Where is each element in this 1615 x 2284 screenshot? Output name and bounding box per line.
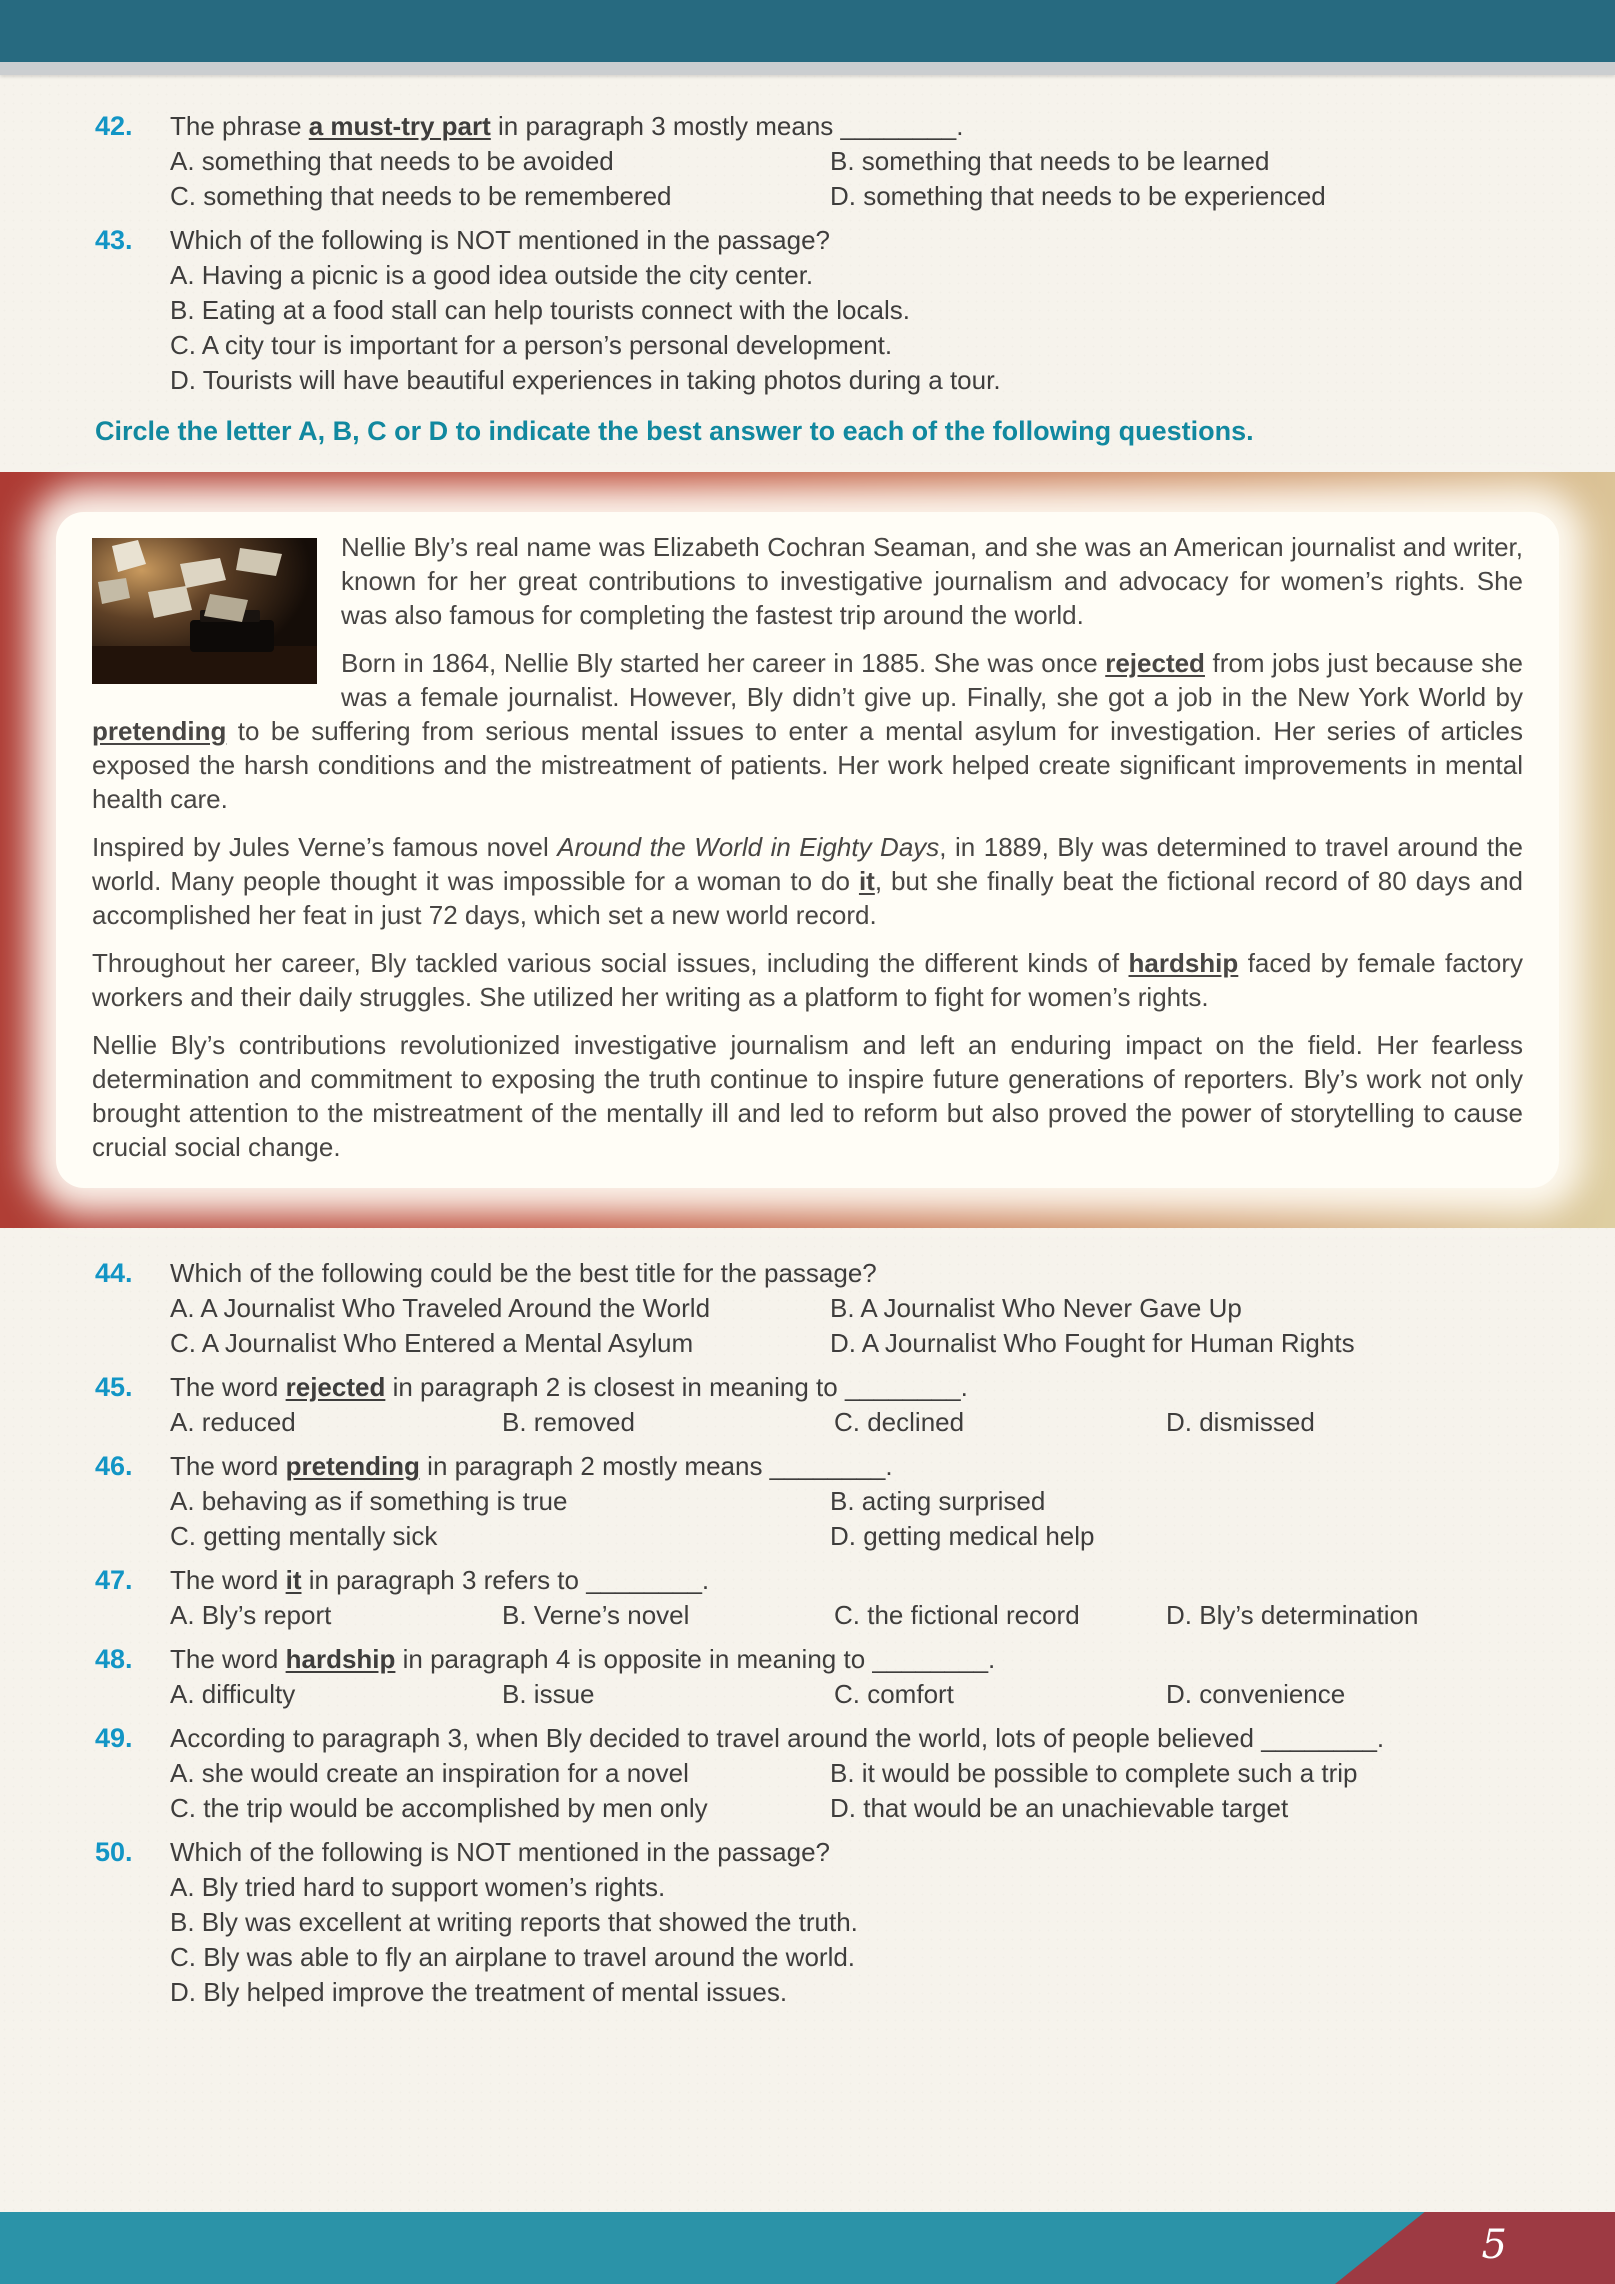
option-d: D. Bly’s determination: [1166, 1600, 1419, 1630]
question-stem: [170, 1835, 1520, 1870]
option-d: D. Bly helped improve the treatment of mental issues.: [170, 1977, 788, 2007]
keyword: pretending: [285, 1451, 420, 1481]
question-body: [170, 223, 1520, 398]
question-stem: [170, 1721, 1520, 1756]
passage-paragraph-5: [92, 1028, 1523, 1164]
option-b: B. Verne’s novel: [502, 1600, 690, 1630]
option-b: B. it would be possible to complete such a trip: [830, 1758, 1358, 1788]
question-stem: [170, 1256, 1520, 1291]
keyword: pretending: [92, 716, 227, 746]
option-a: A. A Journalist Who Traveled Around the World: [170, 1293, 711, 1323]
question-42: [95, 109, 1520, 214]
question-body: [170, 1835, 1520, 2010]
text-segment: faced by female factory workers and their daily struggles. She utilized her writing as a platform to fight for women’s rights.: [92, 948, 1523, 1012]
option-c: C. declined: [834, 1407, 965, 1437]
option-b: B. A Journalist Who Never Gave Up: [830, 1293, 1242, 1323]
page-content-lower: [0, 1256, 1615, 2010]
question-number: 43.: [95, 225, 133, 255]
reading-passage: [56, 512, 1559, 1188]
typewriter-papers-illustration: [92, 538, 317, 684]
question-body: [170, 1370, 1520, 1440]
question-48: [95, 1642, 1520, 1712]
question-44: [95, 1256, 1520, 1361]
option-a: A. behaving as if something is true: [170, 1486, 568, 1516]
option-b: B. removed: [502, 1407, 635, 1437]
question-stem: [170, 1563, 1520, 1598]
page-number: 5: [1481, 2222, 1507, 2268]
option-a: A. she would create an inspiration for a novel: [170, 1758, 689, 1788]
question-stem: [170, 1642, 1520, 1677]
passage-photo: [92, 538, 317, 684]
text-segment: Which of the following could be the best title for the passage?: [170, 1258, 877, 1288]
question-stem: [170, 1449, 1520, 1484]
option-a: A. Having a picnic is a good idea outside the city center.: [170, 260, 814, 290]
questions-bottom-section: [95, 1256, 1520, 2010]
option-d: D. Tourists will have beautiful experiences in taking photos during a tour.: [170, 365, 1001, 395]
answer-options: [170, 1291, 1520, 1361]
answer-options: [170, 1598, 1520, 1633]
keyword: it: [285, 1565, 302, 1595]
question-body: [170, 1642, 1520, 1712]
option-c: C. comfort: [834, 1679, 954, 1709]
text-segment: The word: [170, 1644, 286, 1674]
reading-passage-frame: [0, 472, 1615, 1228]
question-stem: [170, 109, 1520, 144]
option-a: A. reduced: [170, 1407, 296, 1437]
text-segment: The word: [170, 1451, 286, 1481]
option-b: B. Bly was excellent at writing reports that showed the truth.: [170, 1907, 858, 1937]
text-segment: The word: [170, 1565, 286, 1595]
text-segment: , but she finally beat the fictional record of 80 days and accomplished her feat in just 72 days, which set a new world record.: [92, 866, 1523, 930]
option-d: D. A Journalist Who Fought for Human Rights: [830, 1328, 1355, 1358]
option-c: C. the fictional record: [834, 1600, 1080, 1630]
option-a: A. Bly tried hard to support women’s rights.: [170, 1872, 666, 1902]
option-b: B. Eating at a food stall can help tourists connect with the locals.: [170, 295, 910, 325]
text-segment: in paragraph 4 is opposite in meaning to ________.: [395, 1644, 996, 1674]
footer-bar: [0, 2212, 1615, 2284]
option-c: C. A city tour is important for a person’s personal development.: [170, 330, 893, 360]
option-d: D. getting medical help: [830, 1521, 1095, 1551]
text-segment: Inspired by Jules Verne’s famous novel: [92, 832, 558, 862]
text-segment: The word: [170, 1372, 286, 1402]
passage-paragraph-3: [92, 830, 1523, 932]
text-segment: in paragraph 2 is closest in meaning to ________.: [385, 1372, 968, 1402]
top-header-bar: [0, 0, 1615, 62]
option-d: D. convenience: [1166, 1679, 1346, 1709]
question-46: [95, 1449, 1520, 1554]
text-segment: in paragraph 2 mostly means ________.: [419, 1451, 893, 1481]
text-segment: , in 1889, Bly was determined to travel around the world. Many people thought it was impossible for a woman to do: [92, 832, 1523, 896]
questions-top-section: [95, 109, 1520, 398]
text-segment: The phrase: [170, 111, 309, 141]
option-c: C. Bly was able to fly an airplane to travel around the world.: [170, 1942, 856, 1972]
option-a: A. Bly’s report: [170, 1600, 332, 1630]
answer-options: [170, 1405, 1520, 1440]
option-b: B. issue: [502, 1679, 595, 1709]
question-body: [170, 1256, 1520, 1361]
keyword: a must-try part: [308, 111, 491, 141]
answer-options: [170, 1870, 1520, 2010]
question-body: [170, 1449, 1520, 1554]
answer-options: [170, 1484, 1520, 1554]
question-43: [95, 223, 1520, 398]
answer-options: [170, 1677, 1520, 1712]
question-50: [95, 1835, 1520, 2010]
question-number: 47.: [95, 1565, 133, 1595]
section-instruction: Circle the letter A, B, C or D to indicate the best answer to each of the following questions.: [95, 416, 1254, 446]
question-number: 49.: [95, 1723, 133, 1753]
question-stem: [170, 1370, 1520, 1405]
option-d: D. something that needs to be experienced: [830, 181, 1326, 211]
option-c: C. something that needs to be remembered: [170, 181, 672, 211]
option-d: D. that would be an unachievable target: [830, 1793, 1289, 1823]
passage-paragraph-4: [92, 946, 1523, 1014]
text-segment: According to paragraph 3, when Bly decided to travel around the world, lots of people believed ________.: [170, 1723, 1385, 1753]
header-divider-strip: [0, 62, 1615, 75]
text-segment: from jobs just because she was a female journalist. However, Bly didn’t give up. Finally, she got a job in the New York World by: [341, 648, 1523, 712]
footer-accent-shape: [1335, 2212, 1615, 2284]
answer-options: [170, 258, 1520, 398]
text-segment: Nellie Bly’s contributions revolutionized investigative journalism and left an enduring impact on the field. Her fearless determination and commitment to exposing the truth continue to inspire future generations of reporters. Bly’s work not only brought attention to the mistreatment of the mentally ill and led to reform but also proved the power of storytelling to cause crucial social change.: [92, 1030, 1523, 1162]
option-a: A. something that needs to be avoided: [170, 146, 614, 176]
text-segment: in paragraph 3 mostly means ________.: [490, 111, 964, 141]
page-content: [0, 109, 1615, 448]
question-number: 46.: [95, 1451, 133, 1481]
question-body: [170, 109, 1520, 214]
question-body: [170, 1721, 1520, 1826]
text-segment: to be suffering from serious mental issues to enter a mental asylum for investigation. Her series of articles exposed the harsh conditions and the mistreatment of patients. Her work helped create significant improvements in mental health care.: [92, 716, 1523, 814]
question-45: [95, 1370, 1520, 1440]
keyword: hardship: [1128, 948, 1239, 978]
keyword: rejected: [285, 1372, 386, 1402]
answer-options: [170, 1756, 1520, 1826]
option-c: C. A Journalist Who Entered a Mental Asylum: [170, 1328, 694, 1358]
option-a: A. difficulty: [170, 1679, 296, 1709]
question-stem: [170, 223, 1520, 258]
question-number: 48.: [95, 1644, 133, 1674]
italic-title: Around the World in Eighty Days: [557, 832, 940, 862]
question-number: 42.: [95, 111, 133, 141]
keyword: it: [858, 866, 875, 896]
question-number: 50.: [95, 1837, 133, 1867]
keyword: rejected: [1105, 648, 1205, 678]
answer-options: [170, 144, 1520, 214]
option-d: D. dismissed: [1166, 1407, 1315, 1437]
question-body: [170, 1563, 1520, 1633]
option-c: C. the trip would be accomplished by men only: [170, 1793, 708, 1823]
keyword: hardship: [285, 1644, 396, 1674]
question-49: [95, 1721, 1520, 1826]
text-segment: in paragraph 3 refers to ________.: [301, 1565, 710, 1595]
text-segment: Nellie Bly’s real name was Elizabeth Cochran Seaman, and she was an American journalist and writer, known for her great contributions to investigative journalism and advocacy for women’s rights. She was also famous for completing the fastest trip around the world.: [341, 532, 1523, 630]
text-segment: Born in 1864, Nellie Bly started her career in 1885. She was once: [341, 648, 1106, 678]
question-number: 45.: [95, 1372, 133, 1402]
question-47: [95, 1563, 1520, 1633]
option-c: C. getting mentally sick: [170, 1521, 438, 1551]
text-segment: Which of the following is NOT mentioned in the passage?: [170, 225, 830, 255]
question-number: 44.: [95, 1258, 133, 1288]
option-b: B. acting surprised: [830, 1486, 1046, 1516]
option-b: B. something that needs to be learned: [830, 146, 1270, 176]
text-segment: Throughout her career, Bly tackled various social issues, including the different kinds of: [92, 948, 1129, 978]
text-segment: Which of the following is NOT mentioned in the passage?: [170, 1837, 830, 1867]
